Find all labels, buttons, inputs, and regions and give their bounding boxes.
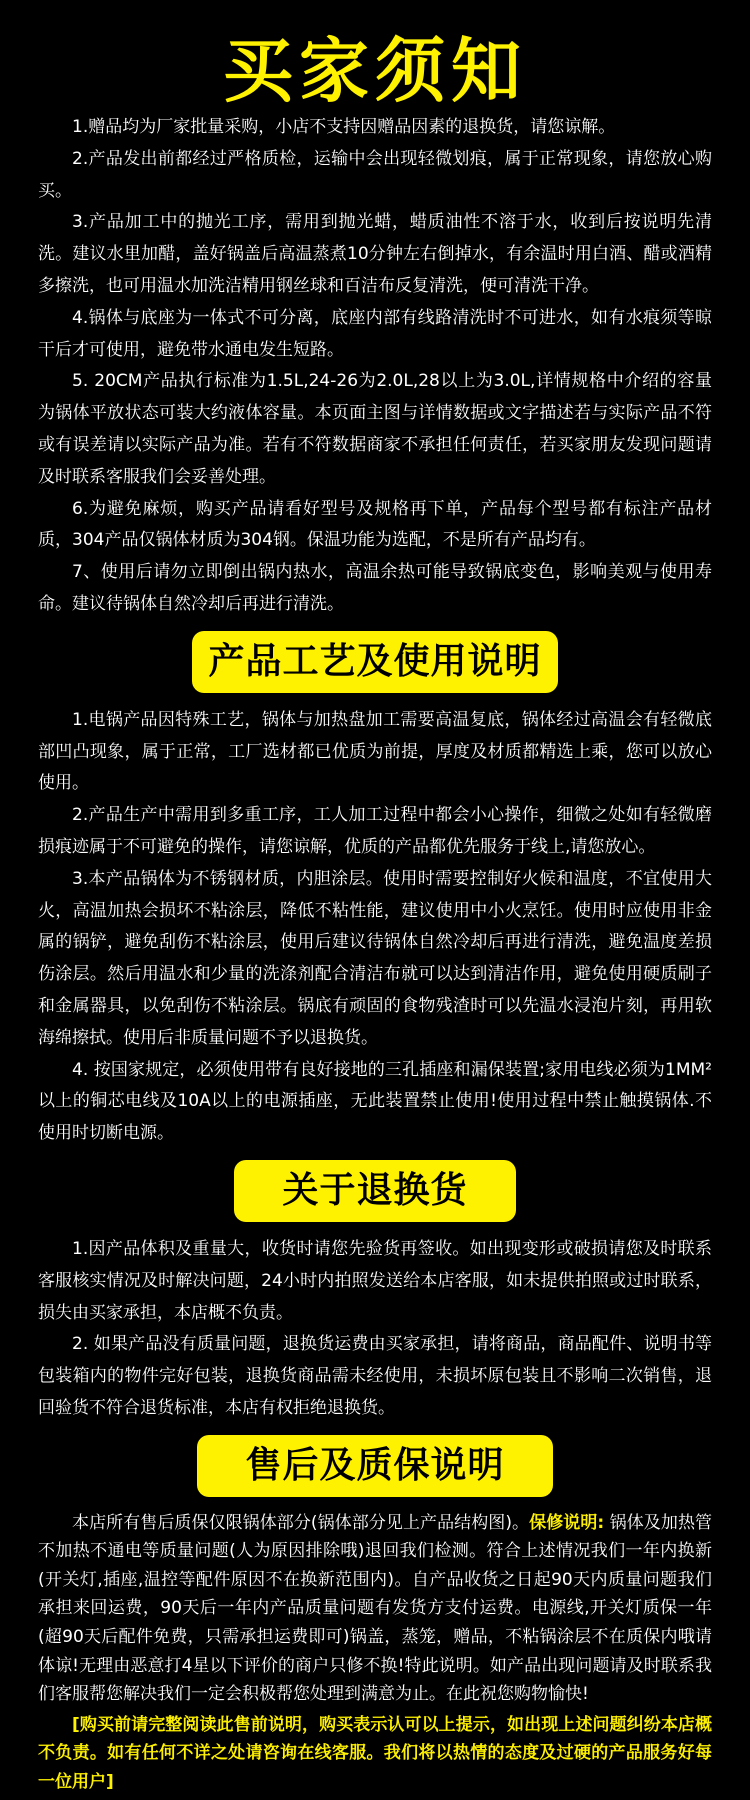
- warranty-intro: 本店所有售后质保仅限锅体部分(锅体部分见上产品结构图)。: [72, 1512, 530, 1533]
- craft-paragraph-4: 4. 按国家规定，必须使用带有良好接地的三孔插座和漏保装置;家用电线必须为1MM²以上的铜芯电线及10A以上的电源插座，无此装置禁止使用!使用过程中禁止触摸锅体.不使用时切断电源。: [38, 1059, 712, 1144]
- craft-paragraph-3: 3.本产品锅体为不锈钢材质，内胆涂层。使用时需要控制好火候和温度，不宜使用大火，高温加热会损坏不粘涂层，降低不粘性能，建议使用中小火烹饪。使用时应使用非金属的锅铲，避免刮伤不粘涂层，使用后建议待锅体自然冷却后再进行清洗，避免温度差损伤涂层。然后用温水和少量的洗涤剂配合清洁布就可以达到清洁作用，避免使用硬质刷子和金属器具，以免刮伤不粘涂层。锅底有顽固的食物残渣时可以先温水浸泡片刻，再用软海绵擦拭。使用后非质量问题不予以退换货。: [38, 868, 712, 1048]
- returns-section-heading: 关于退换货: [234, 1160, 515, 1222]
- warranty-paragraph: [38, 1509, 712, 1709]
- warranty-section: [38, 1509, 712, 1797]
- buyer-note-7: 7、使用后请勿立即倒出锅内热水，高温余热可能导致锅底变色，影响美观与使用寿命。建议待锅体自然冷却后再进行清洗。: [38, 562, 712, 614]
- craft-section: [38, 705, 712, 1150]
- craft-section-heading: 产品工艺及使用说明: [192, 631, 557, 693]
- page-title: 买家须知: [223, 30, 527, 112]
- buyer-note-3: 3.产品加工中的抛光工序，需用到抛光蜡，蜡质油性不溶于水，收到后按说明先清洗。建议水里加醋，盖好锅盖后高温蒸煮10分钟左右倒掉水，有余温时用白酒、醋或酒精多擦洗，也可用温水加洗洁精用钢丝球和百洁布反复清洗，便可清洗干净。: [38, 212, 712, 296]
- buyer-note-4: 4.锅体与底座为一体式不可分离，底座内部有线路清洗时不可进水，如有水痕须等晾干后才可使用，避免带水通电发生短路。: [38, 307, 712, 360]
- buyer-note-2: 2.产品发出前都经过严格质检，运输中会出现轻微划痕，属于正常现象，请您放心购买。: [38, 148, 712, 201]
- warranty-body: 锅体及加热管不加热不通电等质量问题(人为原因排除哦)退回我们检测。符合上述情况我们一年内换新(开关灯,插座,温控等配件原因不在换新范围内)。自产品收货之日起90天内质量问题我们承担来回运费，90天后一年内产品质量问题有发货方支付运费。电源线,开关灯质保一年(超90天后配件免费，只需承担运费即可)锅盖，蒸笼，赠品，不粘锅涂层不在质保内哦请体谅!无理由恶意打4星以下评价的商户只修不换!特此说明。如产品出现问题请及时联系我们客服帮您解决我们一定会积极帮您处理到满意为止。在此祝您购物愉快!: [38, 1512, 713, 1705]
- returns-section: [38, 1234, 712, 1425]
- craft-paragraph-2: 2.产品生产中需用到多重工序，工人加工过程中都会小心操作，细微之处如有轻微磨损痕迹属于不可避免的操作，请您谅解，优质的产品都优先服务于线上,请您放心。: [38, 805, 712, 857]
- returns-paragraph-2: 2. 如果产品没有质量问题，退换货运费由买家承担，请将商品，商品配件、说明书等包装箱内的物件完好包装，退换货商品需未经使用，未损坏原包装且不影响二次销售，退回验货不符合退货标准，本店有权拒绝退换货。: [38, 1334, 712, 1418]
- returns-paragraph-1: 1.因产品体积及重量大，收货时请您先验货再签收。如出现变形或破损请您及时联系客服核实情况及时解决问题，24小时内拍照发送给本店客服，如未提供拍照或过时联系，损失由买家承担，本店概不负责。: [38, 1238, 712, 1323]
- buyer-note-5: 5. 20CM产品执行标准为1.5L,24-26为2.0L,28以上为3.0L,详情规格中介绍的容量为锅体平放状态可装大约液体容量。本页面主图与详情数据或文字描述若与实际产品不符或有误差请以实际产品为准。若有不符数据商家不承担任何责任，若买家朋友发现问题请及时联系客服我们会妥善处理。: [38, 371, 712, 487]
- purchase-notice: [购买前请完整阅读此售前说明，购买表示认可以上提示，如出现上述问题纠纷本店概不负责。如有任何不详之处请咨询在线客服。我们将以热情的态度及过硬的产品服务好每一位用户]: [38, 1714, 712, 1793]
- craft-paragraph-1: 1.电锅产品因特殊工艺，锅体与加热盘加工需要高温复底，锅体经过高温会有轻微底部凹凸现象，属于正常，工厂选材都已优质为前提，厚度及材质都精选上乘，您可以放心使用。: [38, 709, 712, 794]
- buyer-note-6: 6.为避免麻烦，购买产品请看好型号及规格再下单，产品每个型号都有标注产品材质，304产品仅锅体材质为304钢。保温功能为选配，不是所有产品均有。: [38, 498, 712, 551]
- buyer-notes-section: [38, 112, 712, 621]
- warranty-label: 保修说明:: [529, 1512, 605, 1533]
- warranty-section-heading: 售后及质保说明: [197, 1435, 552, 1497]
- buyer-note-1: 1.赠品均为厂家批量采购，小店不支持因赠品因素的退换货，请您谅解。: [72, 117, 616, 137]
